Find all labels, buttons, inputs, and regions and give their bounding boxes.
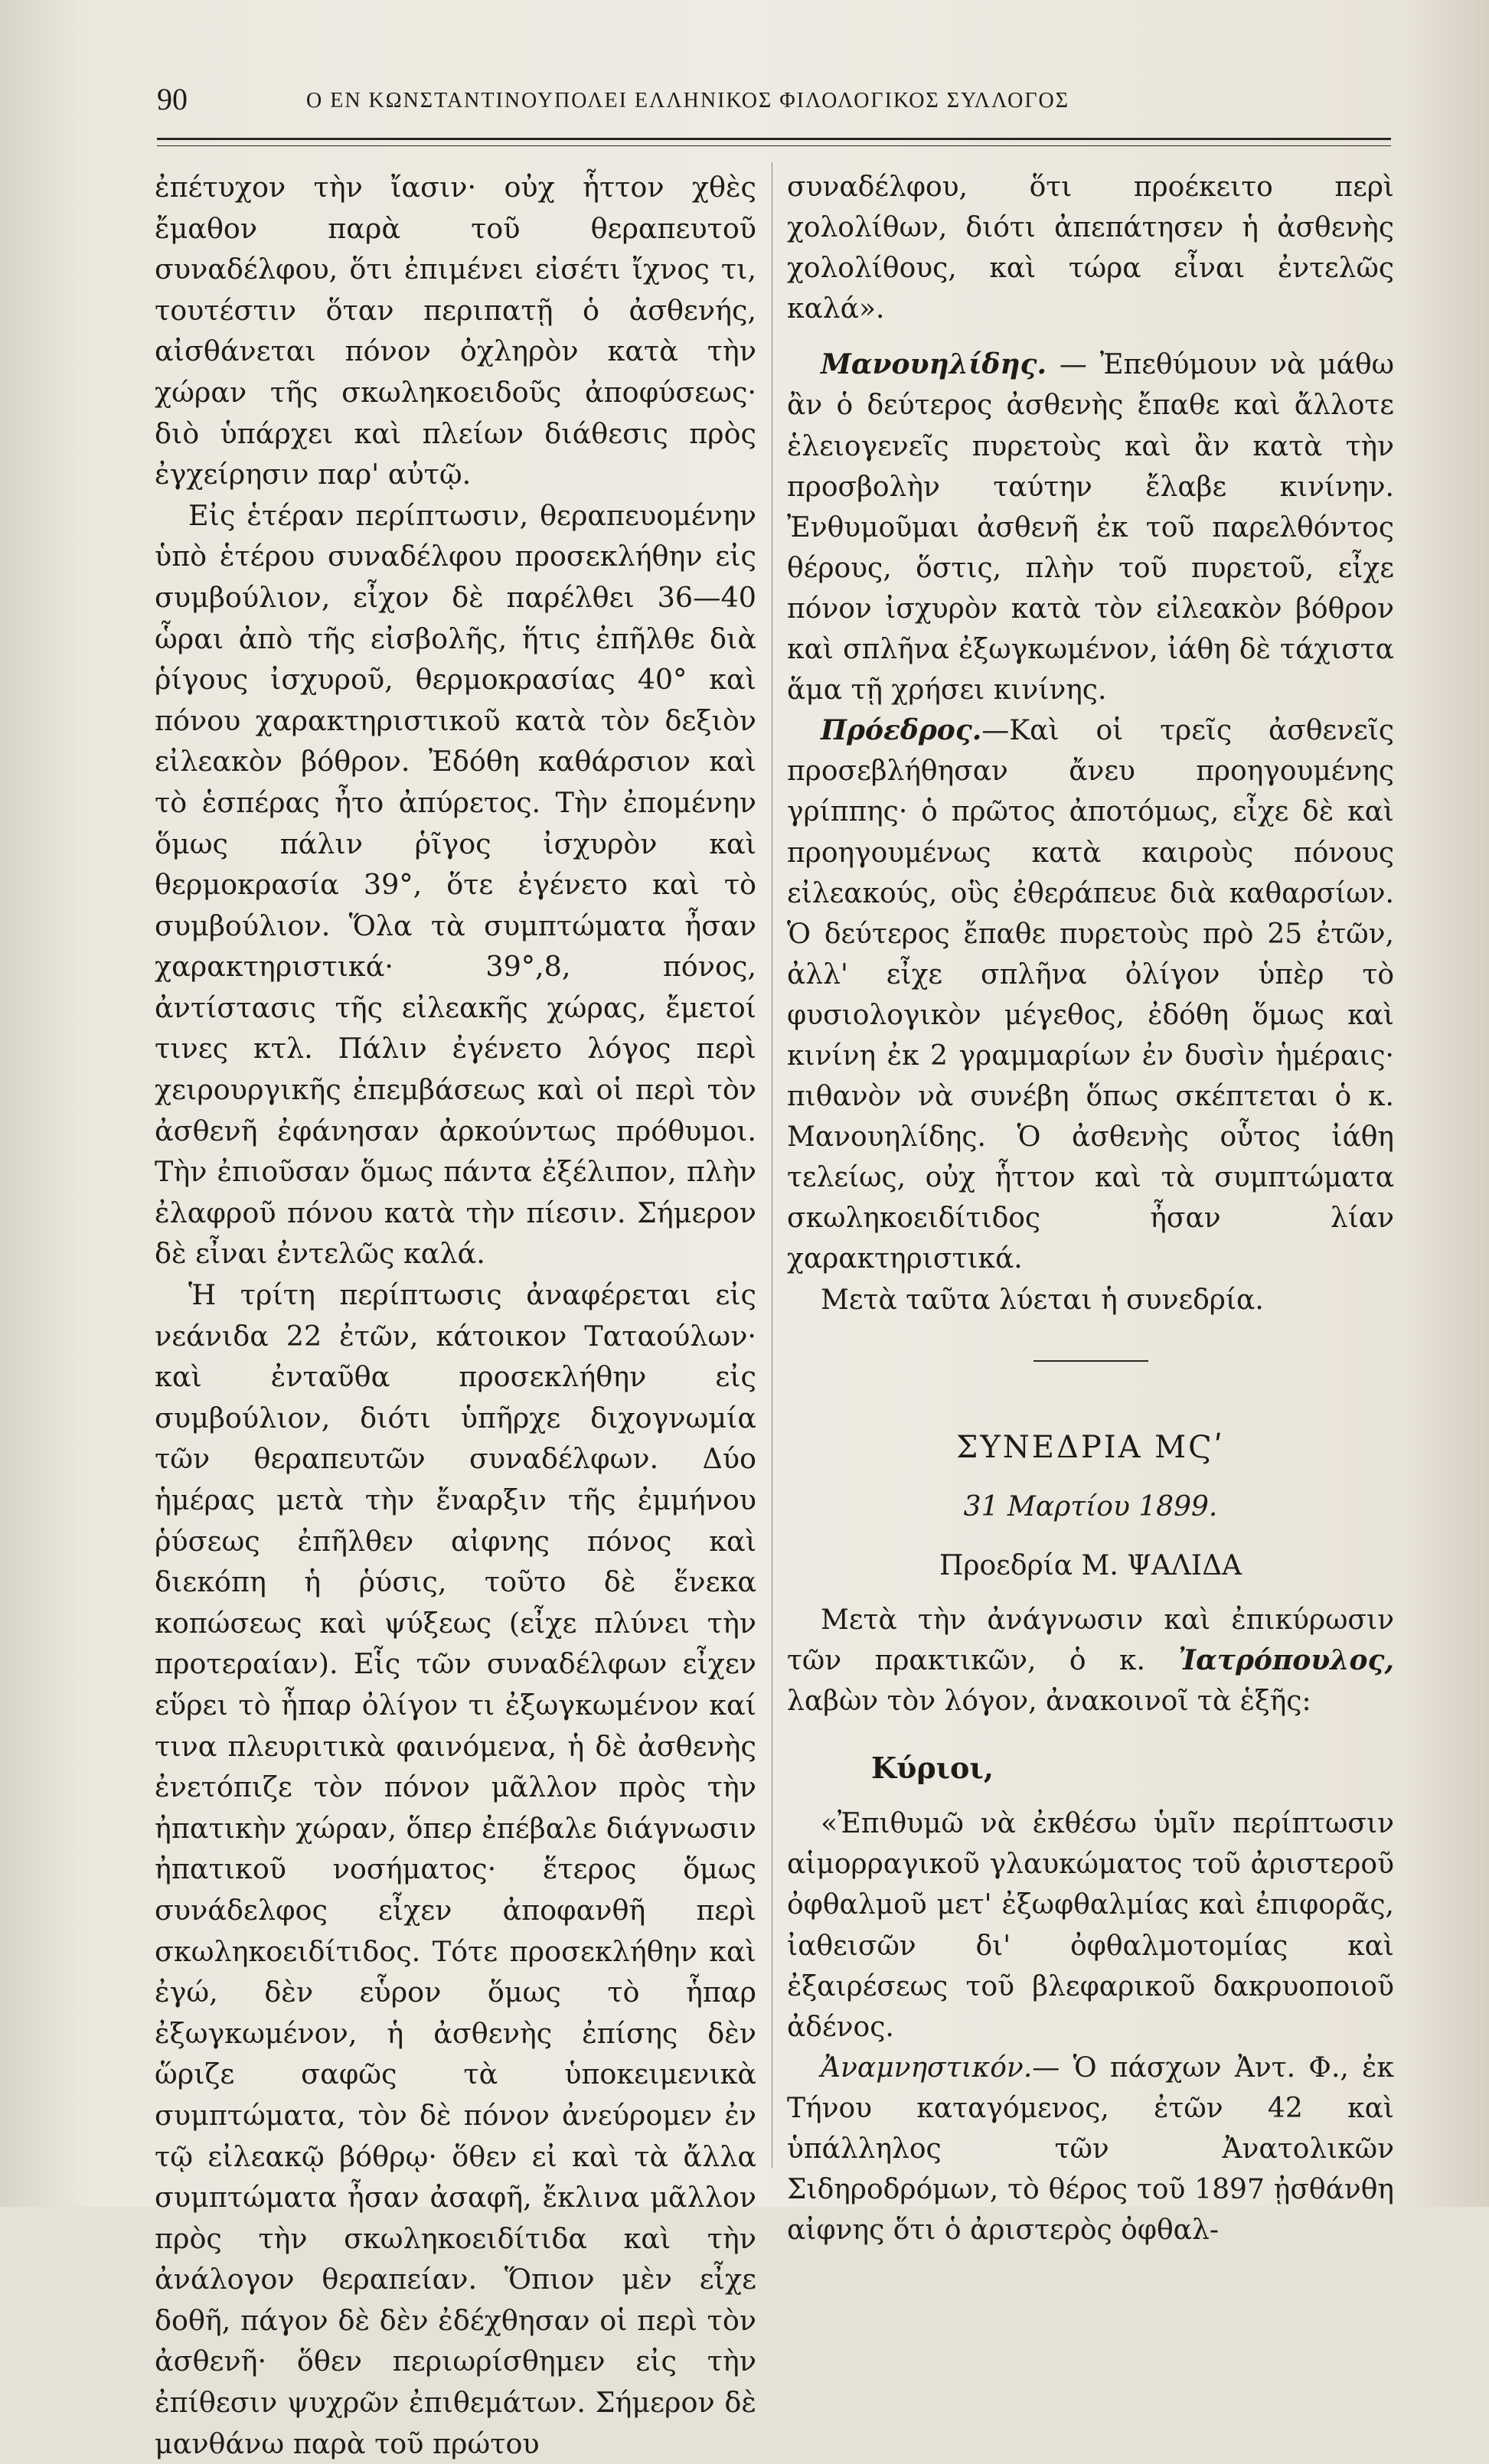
speaker-name: Μανουηλίδης. xyxy=(821,348,1047,381)
anamnesis-paragraph xyxy=(787,2048,1394,2250)
closing-line: Μετὰ ταῦτα λύεται ἡ συνεδρία. xyxy=(821,1284,1264,1316)
speaker-text: —Καὶ οἱ τρεῖς ἀσθενεῖς προσεβλήθησαν ἄνευ προηγουμένης γρίππης· ὁ πρῶτος ἀποτόμως, εἶχε δὲ καὶ προηγουμένως κατὰ καιροὺς πόνους εἰλεακούς, οὓς ἐθεράπευε διὰ καθαρσίων. Ὁ δεύτερος ἔπαθε πυρετοὺς πρὸ 25 ἐτῶν, ἀλλ' εἶχε σπλῆνα ὀλίγον ὑπὲρ τὸ φυσιολογικὸν μέγεθος, ἐδόθη ὅμως καὶ κινίνη ἐκ 2 γραμμαρίων ἐν δυσὶν ἡμέραις· πιθανὸν νὰ συνέβη ὅπως σκέπτεται ὁ κ. Μανουηλίδης. Ὁ ἀσθενὴς οὗτος ἰάθη τελείως, οὐχ ἧττον καὶ τὰ συμπτώματα σκωληκοειδίτιδος ἦσαν λίαν χαρακτηριστικά. xyxy=(787,715,1394,1275)
intro-text: Μετὰ τὴν ἀνάγνωσιν καὶ ἐπικύρωσιν τῶν πρακτικῶν, ὁ κ. xyxy=(787,1604,1394,1676)
header-rule xyxy=(157,138,1391,140)
paragraph: συναδέλφου, ὅτι προέκειτο περὶ χολολίθων, διότι ἀπεπάτησεν ἡ ἀσθενὴς χολολίθους, καὶ τώρα εἶναι ἐντελῶς καλά». xyxy=(787,171,1394,325)
section-label: Ἀναμνηστικόν. xyxy=(821,2051,1033,2084)
speaker-text: — Ἐπεθύμουν νὰ μάθω ἂν ὁ δεύτερος ἀσθενὴς ἔπαθε καὶ ἄλλοτε ἑλειογενεῖς πυρετοὺς καὶ ἂν κατὰ τὴν προσβολὴν ταύτην ἔλαβε κινίνην. Ἐνθυμοῦμαι ἀσθενῆ ἐκ τοῦ παρελθόντος θέρους, ὅστις, πλὴν τοῦ πυρετοῦ, εἶχε πόνον ἰσχυρὸν κατὰ τὸν εἰλεακὸν βόθρον καὶ σπλῆνα ἐξωγκωμένον, ἰάθη δὲ τάχιστα ἅμα τῇ χρήσει κινίνης. xyxy=(787,349,1394,707)
header-rule-thin xyxy=(157,145,1391,146)
right-column xyxy=(787,167,1394,2250)
speaker-paragraph xyxy=(787,344,1394,710)
paragraph: «Ἐπιθυμῶ νὰ ἐκθέσω ὑμῖν περίπτωσιν αἱμορραγικοῦ γλαυκώματος τοῦ ἀριστεροῦ ὀφθαλμοῦ μετ' ἐξωφθαλμίας καὶ ἐπιφορᾶς, ἰαθεισῶν δι' ὀφθαλμοτομίας καὶ ἐξαιρέσεως τοῦ βλεφαρικοῦ δακρυοποιοῦ ἀδένος. xyxy=(787,1808,1394,2043)
section-divider xyxy=(1033,1360,1148,1362)
address-salutation: Κύριοι, xyxy=(871,1751,994,1786)
page-number: 90 xyxy=(157,82,188,116)
paragraph: Ἡ τρίτη περίπτωσις ἀναφέρεται εἰς νεάνιδα 22 ἐτῶν, κάτοικον Ταταούλων· καὶ ἐνταῦθα προσεκλήθην εἰς συμβούλιον, διότι ὑπῆρχε διχογνωμία τῶν θεραπευτῶν συναδέλφων. Δύο ἡμέρας μετὰ τὴν ἔναρξιν τῆς ἐμμήνου ῥύσεως ἐπῆλθεν αἰφνης πόνος καὶ διεκόπη ἡ ῥύσις, τοῦτο δὲ ἕνεκα κοπώσεως καὶ ψύξεως (εἶχε πλύνει τὴν προτεραίαν). Εἷς τῶν συναδέλφων εἶχεν εὕρει τὸ ἧπαρ ὀλίγον τι ἐξωγκωμένον καί τινα πλευριτικὰ φαινόμενα, ἡ δὲ ἀσθενὴς ἐνετόπιζε τὸν πόνον μᾶλλον πρὸς τὴν ἠπατικὴν χώραν, ὅπερ ἐπέβαλε διάγνωσιν ἠπατικοῦ νοσήματος· ἕτερος ὅμως συνάδελφος εἶχεν ἀποφανθῆ περὶ σκωληκοειδίτιδος. Τότε προσεκλήθην καὶ ἐγώ, δὲν εὗρον ὅμως τὸ ἧπαρ ἐξωγκωμένον, ἡ ἀσθενὴς ἐπίσης δὲν ὥριζε σαφῶς τὰ ὑποκειμενικὰ συμπτώματα, τὸν δὲ πόνον ἀνεύρομεν ἐν τῷ εἰλεακῷ βόθρῳ· ὅθεν εἰ καὶ τὰ ἄλλα συμπτώματα ἦσαν ἀσαφῆ, ἔκλινα μᾶλλον πρὸς τὴν σκωληκοειδίτιδα καὶ τὴν ἀνάλογον θεραπείαν. Ὅπιον μὲν εἶχε δοθῆ, πάγον δὲ δὲν ἐδέχθησαν οἱ περὶ τὸν ἀσθενῆ· ὅθεν περιωρίσθημεν εἰς τὴν ἐπίθεσιν ψυχρῶν ἐπιθεμάτων. Σήμερον δὲ μανθάνω παρὰ τοῦ πρώτου xyxy=(155,1278,756,2460)
intro-paragraph xyxy=(787,1600,1394,1722)
speaker-paragraph xyxy=(787,710,1394,1279)
paragraph: Εἰς ἑτέραν περίπτωσιν, θεραπευομένην ὑπὸ ἑτέρου συναδέλφου προσεκλήθην εἰς συμβούλιον, εἶχον δὲ παρέλθει 36—40 ὧραι ἀπὸ τῆς εἰσβολῆς, ἥτις ἐπῆλθε διὰ ῥίγους ἰσχυροῦ, θερμοκρασίας 40° καὶ πόνου χαρακτηριστικοῦ κατὰ τὸν δεξιὸν εἰλεακὸν βόθρον. Ἐδόθη καθάρσιον καὶ τὸ ἑσπέρας ἦτο ἀπύρετος. Τὴν ἐπομένην ὅμως πάλιν ῥῖγος ἰσχυρὸν καὶ θερμοκρασία 39°, ὅτε ἐγένετο καὶ τὸ συμβούλιον. Ὅλα τὰ συμπτώματα ἦσαν χαρακτηριστικά· 39°,8, πόνος, ἀντίστασις τῆς εἰλεακῆς χώρας, ἔμετοί τινες κτλ. Πάλιν ἐγένετο λόγος περὶ χειρουργικῆς ἐπεμβάσεως καὶ οἱ περὶ τὸν ἀσθενῆ ἐφάνησαν ἀρκούντως πρόθυμοι. Τὴν ἐπιοῦσαν ὅμως πάντα ἐξέλιπον, πλὴν ἐλαφροῦ πόνου κατὰ τὴν πίεσιν. Σήμερον δὲ εἶναι ἐντελῶς καλά. xyxy=(155,498,756,1271)
session-chair: Προεδρία Μ. ΨΑΛΙΔΑ xyxy=(939,1549,1242,1581)
spacer xyxy=(787,329,1394,344)
paragraph-text: — Ὁ πάσχων Ἀντ. Φ., ἐκ Τήνου καταγόμενος, ἐτῶν 42 καὶ ὑπάλληλος τῶν Ἀνατολικῶν Σιδηροδρόμων, τὸ θέρος τοῦ 1897 ᾐσθάνθη αἰφνης ὅτι ὁ ἀριστερὸς ὀφθαλ- xyxy=(787,2051,1394,2247)
speaker-name: Πρόεδρος. xyxy=(821,714,982,747)
paragraph: ἐπέτυχον τὴν ἴασιν· οὐχ ἧττον χθὲς ἔμαθον παρὰ τοῦ θεραπευτοῦ συναδέλφου, ὅτι ἐπιμένει εἰσέτι ἴχνος τι, τουτέστιν ὅταν περιπατῇ ὁ ἀσθενής, αἰσθάνεται πόνον ὀχληρὸν κατὰ τὴν χώραν τῆς σκωληκοειδοῦς ἀποφύσεως· διὸ ὑπάρχει καὶ πλείων διάθεσις πρὸς ἐγχείρησιν παρ' αὐτῷ. xyxy=(155,171,756,491)
speaker-name: Ἰατρόπουλος, xyxy=(1178,1644,1394,1676)
intro-text: λαβὼν τὸν λόγον, ἀνακοινοῖ τὰ ἑξῆς: xyxy=(787,1686,1311,1718)
left-column xyxy=(155,167,756,2464)
running-head xyxy=(157,81,1382,127)
running-title: Ο ΕΝ ΚΩΝΣΤΑΝΤΙΝΟΥΠΟΛΕΙ ΕΛΛΗΝΙΚΟΣ ΦΙΛΟΛΟΓΙΚΟΣ ΣΥΛΛΟΓΟΣ xyxy=(306,89,1070,113)
session-title: ΣΥΝΕΔΡΙΑ ΜϚʹ xyxy=(956,1429,1225,1465)
session-date: 31 Μαρτίου 1899. xyxy=(963,1490,1218,1522)
